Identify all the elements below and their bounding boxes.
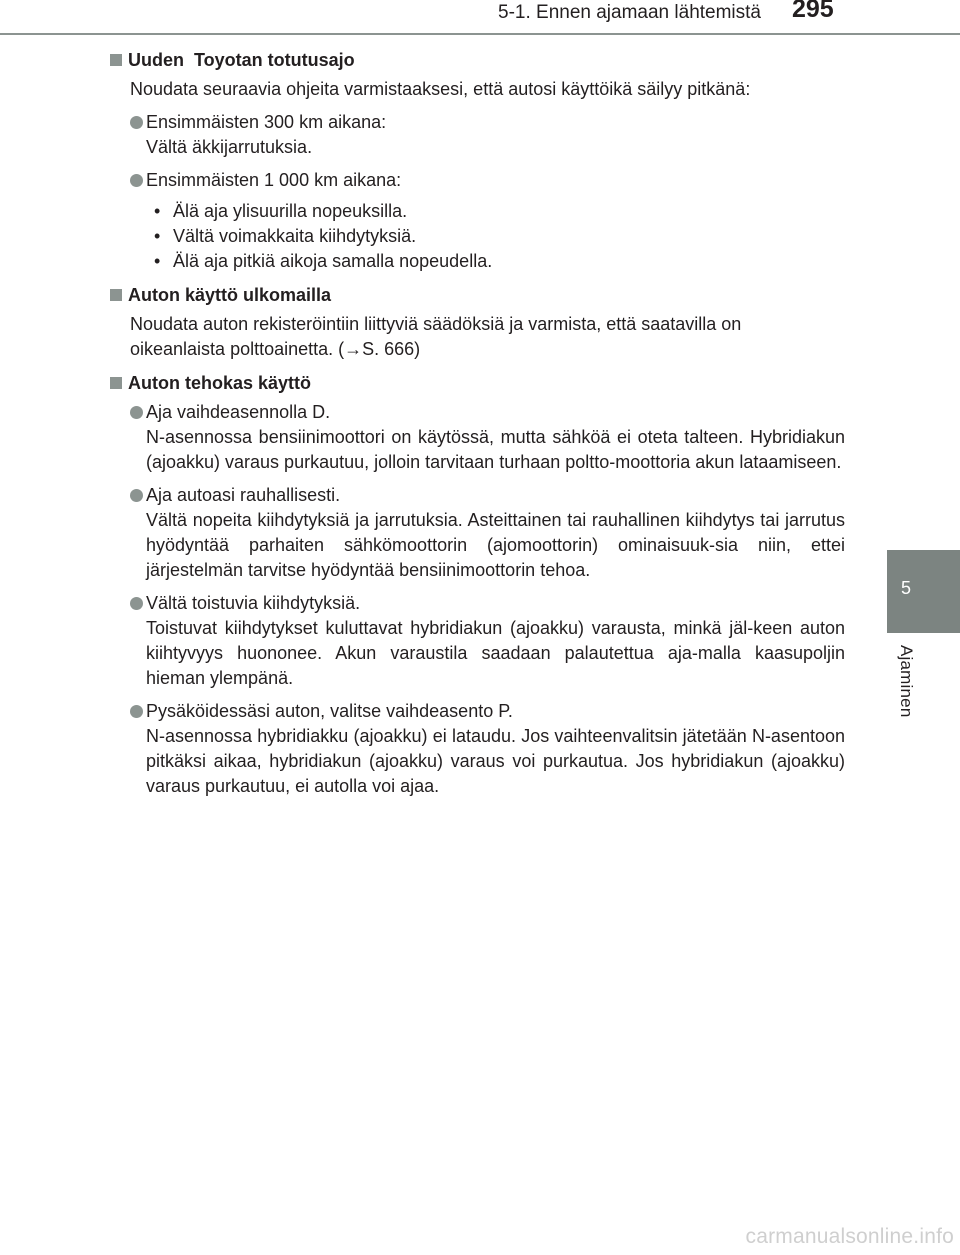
bullet-lead: Vältä toistuvia kiihdytyksiä.: [146, 593, 361, 613]
chapter-number: 5: [900, 578, 911, 598]
circle-bullet-icon: [130, 597, 143, 610]
list-item: [130, 699, 845, 799]
sub-list: [154, 199, 845, 274]
sub-list-item: • Älä aja pitkiä aikoja samalla nopeudella.: [154, 251, 493, 271]
square-bullet-icon: [110, 377, 122, 389]
sub-list-item: • Vältä voimakkaita kiihdytyksiä.: [154, 226, 417, 246]
circle-bullet-icon: [130, 406, 143, 419]
bullet-text: N-asennossa hybridiakku (ajoakku) ei lataudu. Jos vaihteenvalitsin jätetään N-asentoon pitkäksi aikaa, hybridiakun (ajoakku) varaus voi purkautua. Jos hybridiakun (ajoakku) varaus purkautuu, ei autolla voi ajaa.: [146, 726, 845, 796]
section-heading: [110, 371, 845, 396]
section-heading-text: Auton tehokas käyttö: [128, 373, 312, 393]
watermark: carmanualsonline.info: [745, 1225, 954, 1248]
list-item: [130, 483, 845, 583]
page-number: 295: [792, 0, 834, 23]
bullet-lead: Pysäköidessäsi auton, valitse vaihdeasento P.: [146, 701, 513, 721]
list-item: [130, 168, 845, 274]
list-item: [130, 400, 845, 475]
sub-list-item: • Älä aja ylisuurilla nopeuksilla.: [154, 201, 408, 221]
section-heading-text: Auton käyttö ulkomailla: [128, 285, 332, 305]
page-content: [110, 48, 845, 799]
paragraph: Noudata auton rekisteröintiin liittyviä säädöksiä ja varmista, että saatavilla on oikeanlaista polttoainetta. (→S. 666): [130, 314, 742, 359]
chapter-tab: [887, 550, 960, 633]
section-heading: [110, 283, 845, 308]
circle-bullet-icon: [130, 174, 143, 187]
bullet-lead: Aja vaihdeasennolla D.: [146, 402, 331, 422]
bullet-text: N-asennossa bensiinimoottori on käytössä, mutta sähköä ei oteta talteen. Hybridiakun (ajoakku) varaus purkautuu, jolloin tarvitaan turhaan poltto-moottoria akun lataamiseen.: [146, 427, 845, 472]
circle-bullet-icon: [130, 116, 143, 129]
bullet-text: Vältä nopeita kiihdytyksiä ja jarrutuksia. Asteittainen tai rauhallinen kiihdytys tai jarrutus hyödyntää parhaiten sähkömoottorin (ajomoottorin) ominaisuuk-sia niin, ettei järjestelmän tarvitse hyödyntää bensiinimoottorin tehoa.: [146, 510, 845, 580]
chapter-label: Ajaminen: [897, 645, 916, 718]
paragraph: Noudata seuraavia ohjeita varmistaaksesi, että autosi käyttöikä säilyy pitkänä:: [130, 79, 751, 99]
bullet-lead: Ensimmäisten 300 km aikana:: [146, 112, 387, 132]
square-bullet-icon: [110, 54, 122, 66]
bullet-text: Toistuvat kiihdytykset kuluttavat hybridiakun (ajoakku) varausta, minkä jäl-keen auton kiihtyvyys huononee. Akun varaustila saadaan palautettua aja-malla kaasupoljin hieman ylempänä.: [146, 618, 845, 688]
bullet-lead: Ensimmäisten 1 000 km aikana:: [146, 170, 402, 190]
section-heading-text: Uuden Toyotan totutusajo: [128, 50, 355, 70]
circle-bullet-icon: [130, 489, 143, 502]
list-item: [130, 591, 845, 691]
bullet-lead: Aja autoasi rauhallisesti.: [146, 485, 341, 505]
square-bullet-icon: [110, 289, 122, 301]
list-item: [130, 110, 845, 160]
section-heading: [110, 48, 845, 73]
header-divider: [0, 33, 960, 35]
section-title: 5-1. Ennen ajamaan lähtemistä: [498, 2, 761, 23]
circle-bullet-icon: [130, 705, 143, 718]
bullet-text: Vältä äkkijarrutuksia.: [146, 137, 313, 157]
